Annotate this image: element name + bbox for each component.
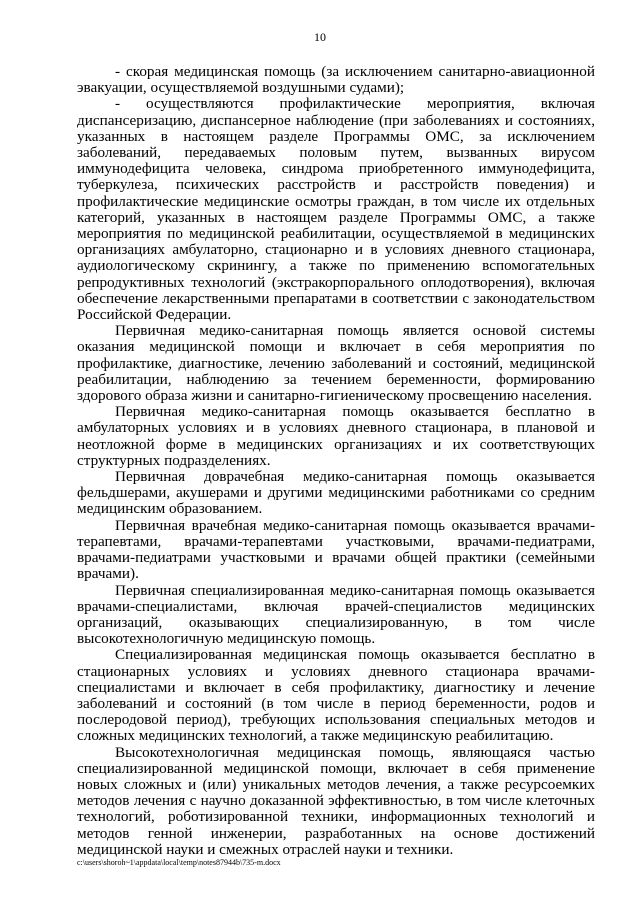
footer-file-path: c:\users\shoroh~1\appdata\local\temp\notes87944b\735-m.docx (77, 858, 281, 867)
document-body (77, 64, 595, 858)
page-number: 10 (314, 30, 326, 44)
paragraph-ambulance: - скорая медицинская помощь (за исключением санитарно-авиационной эвакуации, осуществляемой воздушными судами); (77, 63, 595, 97)
paragraph-primary-care-basis: Первичная медико-санитарная помощь является основой системы оказания медицинской помощи и включает в себя мероприятия по профилактике, диагностике, лечению заболеваний и состояний, медицинской реабилитации, наблюдению за течением беременности, формированию здорового образа жизни и санитарно-гигиеническому просвещению населения. (77, 322, 595, 405)
paragraph-primary-care-free: Первичная медико-санитарная помощь оказывается бесплатно в амбулаторных условиях и в условиях дневного стационара, в плановой и неотложной форме в медицинских организациях и их соответствующих структурных подразделениях. (77, 403, 595, 469)
paragraph-prophylaxis: - осуществляются профилактические мероприятия, включая диспансеризацию, диспансерное наблюдение (при заболеваниях и состояниях, указанных в настоящем разделе Программы ОМС, за исключением заболеваний, передаваемых половым путем, вызванных вирусом иммунодефицита человека, синдрома приобретенного иммунодефицита, туберкулеза, психических расстройств и расстройств поведения) и профилактические медицинские осмотры граждан, в том числе их отдельных категорий, указанных в настоящем разделе Программы ОМС, а также мероприятия по медицинской реабилитации, осуществляемой в медицинских организациях амбулаторно, стационарно и в условиях дневного стационара, аудиологическому скринингу, а также по применению вспомогательных репродуктивных технологий (экстракорпорального оплодотворения), включая обеспечение лекарственными препаратами в соответствии с законодательством Российской Федерации. (77, 95, 595, 324)
paragraph-specialized-primary-care: Первичная специализированная медико-санитарная помощь оказывается врачами-специалистами, включая врачей-специалистов медицинских организаций, оказывающих специализированную, в том числе высокотехнологичную медицинскую помощь. (77, 581, 595, 648)
paragraph-prephysician-care: Первичная доврачебная медико-санитарная помощь оказывается фельдшерами, акушерами и другими медицинскими работниками со средним медицинским образованием. (77, 468, 595, 518)
paragraph-physician-care: Первичная врачебная медико-санитарная помощь оказывается врачами-терапевтами, врачами-терапевтами участковыми, врачами-педиатрами, врачами-педиатрами участковыми и врачами общей практики (семейными врачами). (77, 516, 595, 583)
paragraph-high-tech-care: Высокотехнологичная медицинская помощь, являющаяся частью специализированной медицинской помощи, включает в себя применение новых сложных и (или) уникальных методов лечения, а также ресурсоемких методов лечения с научно доказанной эффективностью, в том числе клеточных технологий, роботизированной техники, информационных технологий и методов генной инженерии, разработанных на основе достижений медицинской науки и смежных отраслей науки и техники. (77, 743, 595, 858)
paragraph-specialized-care: Специализированная медицинская помощь оказывается бесплатно в стационарных условиях и условиях дневного стационара врачами-специалистами и включает в себя профилактику, диагностику и лечение заболеваний и состояний (в том числе в период беременности, родов и послеродовой период), требующих использования специальных методов и сложных медицинских технологий, а также медицинскую реабилитацию. (77, 646, 595, 745)
